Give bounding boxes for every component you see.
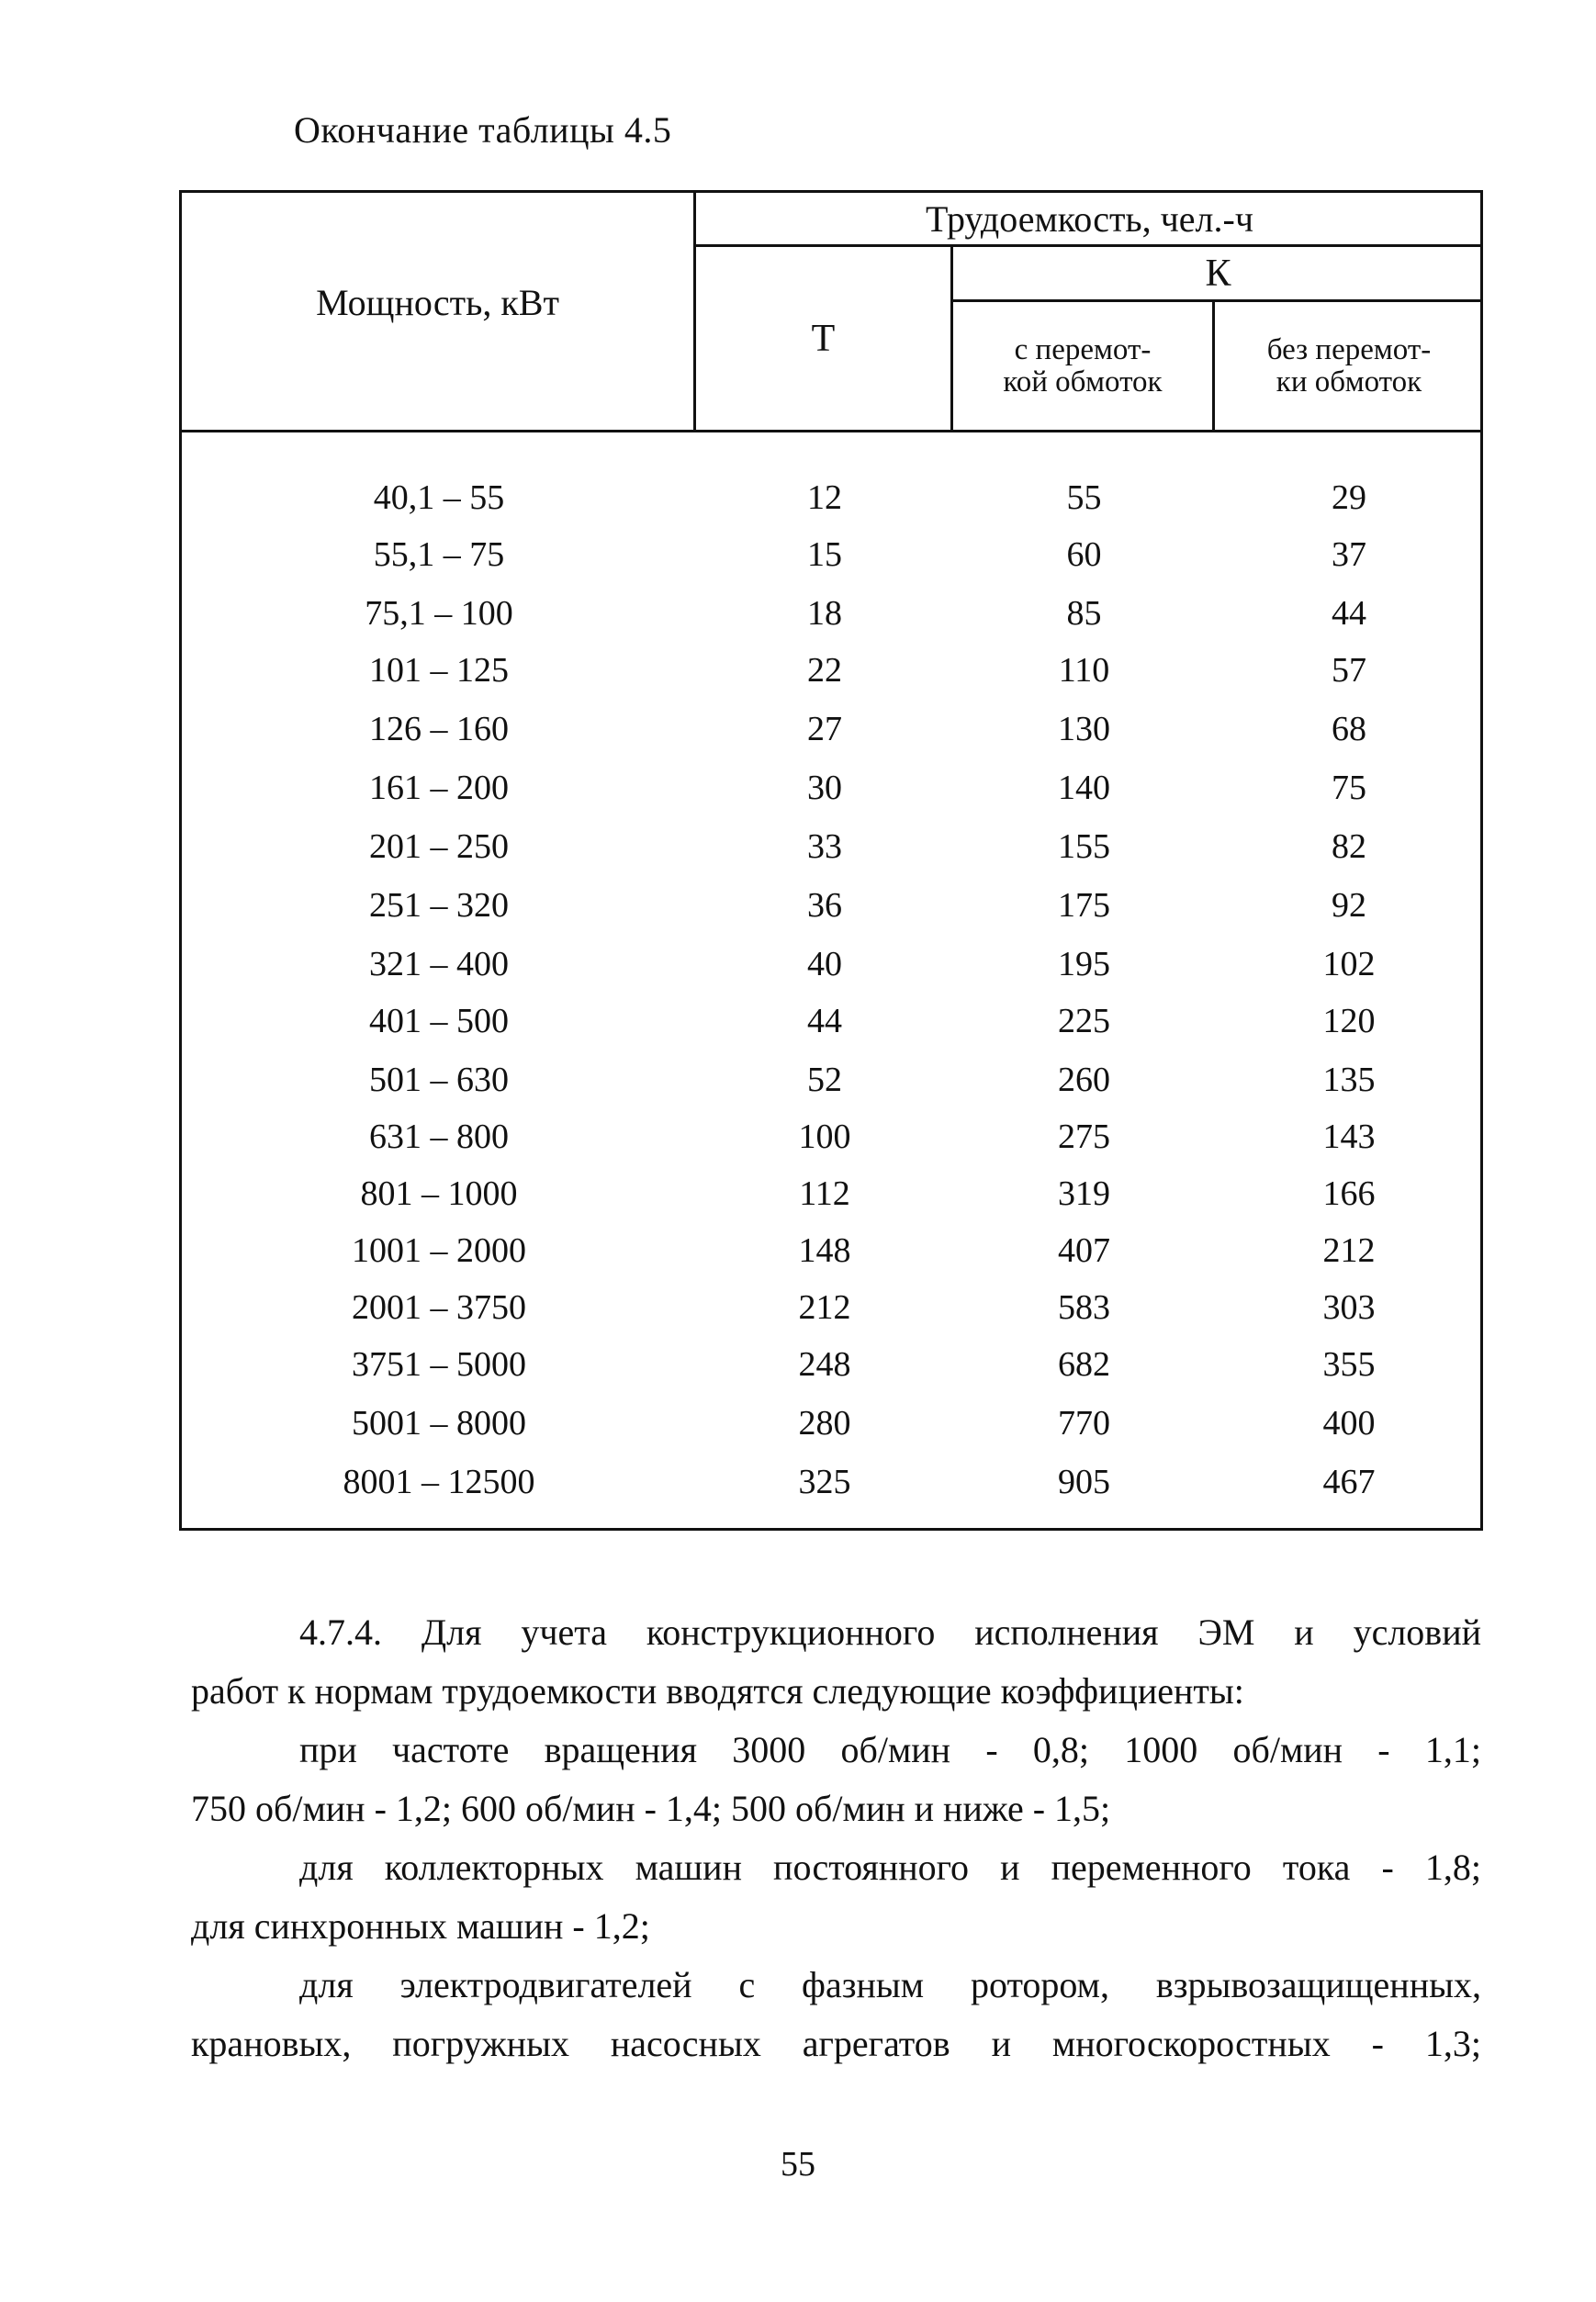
cell-k-with-rewind: 319 — [1058, 1174, 1110, 1213]
cell-power: 401 – 500 — [369, 1002, 509, 1040]
cell-k-without-rewind: 68 — [1332, 710, 1366, 748]
cell-power: 1001 – 2000 — [352, 1231, 526, 1270]
table-row — [182, 992, 1480, 1050]
cell-k-with-rewind: 55 — [1066, 478, 1102, 517]
table-caption: Окончание таблицы 4.5 — [294, 109, 672, 151]
cell-k-with-rewind: 407 — [1058, 1231, 1110, 1270]
cell-k-without-rewind: 212 — [1322, 1231, 1376, 1270]
column-header-k: К — [1205, 252, 1231, 295]
cell-k-without-rewind: 355 — [1322, 1345, 1376, 1384]
cell-k-with-rewind: 583 — [1058, 1288, 1110, 1327]
cell-k-without-rewind: 102 — [1322, 945, 1376, 983]
cell-t: 148 — [798, 1231, 851, 1270]
cell-k-with-rewind: 770 — [1058, 1404, 1110, 1443]
cell-t: 12 — [807, 478, 842, 517]
cell-t: 33 — [807, 827, 842, 866]
paragraph-line: 750 об/мин - 1,2; 600 об/мин - 1,4; 500 об/мин и ниже - 1,5; — [191, 1788, 1111, 1829]
cell-k-with-rewind: 60 — [1066, 535, 1102, 574]
cell-k-with-rewind: 260 — [1058, 1061, 1110, 1099]
table-row — [182, 1453, 1480, 1511]
paragraph-line: для электродвигателей с фазным ротором, взрывозащищенных, — [299, 1964, 1481, 2005]
cell-t: 100 — [798, 1117, 851, 1156]
cell-k-without-rewind: 135 — [1322, 1061, 1376, 1099]
cell-t: 30 — [807, 769, 842, 807]
cell-t: 36 — [807, 886, 842, 925]
cell-k-with-rewind: 130 — [1058, 710, 1110, 748]
table-row — [182, 876, 1480, 935]
header-text-line: без перемот- — [1266, 332, 1432, 366]
cell-k-with-rewind: 85 — [1066, 594, 1102, 633]
cell-t: 22 — [807, 651, 842, 690]
header-text-line: с перемот- — [1014, 332, 1152, 366]
table-row — [182, 1394, 1480, 1453]
cell-power: 501 – 630 — [369, 1061, 509, 1099]
column-header-k-without-rewind — [1215, 302, 1483, 430]
cell-t: 212 — [798, 1288, 851, 1327]
header-text-line: ки обмоток — [1276, 365, 1422, 399]
cell-power: 801 – 1000 — [360, 1174, 518, 1213]
cell-k-without-rewind: 467 — [1322, 1463, 1376, 1501]
cell-power: 251 – 320 — [369, 886, 509, 925]
paragraph-line: работ к нормам трудоемкости вводятся следующие коэффициенты: — [191, 1670, 1244, 1712]
table-row — [182, 817, 1480, 876]
cell-t: 248 — [798, 1345, 851, 1384]
table-row — [182, 1278, 1480, 1337]
paragraph-line: для коллекторных машин постоянного и переменного тока - 1,8; — [299, 1847, 1481, 1888]
cell-t: 280 — [798, 1404, 851, 1443]
cell-power: 5001 – 8000 — [352, 1404, 526, 1443]
cell-power: 631 – 800 — [369, 1117, 509, 1156]
cell-k-without-rewind: 57 — [1332, 651, 1366, 690]
column-header-power: Мощность, кВт — [316, 281, 559, 323]
column-header-k-with-rewind — [953, 302, 1212, 430]
cell-k-without-rewind: 92 — [1332, 886, 1366, 925]
table-row — [182, 1164, 1480, 1223]
table-row — [182, 468, 1480, 527]
column-header-labor: Трудоемкость, чел.-ч — [926, 197, 1253, 240]
header-bottom-rule — [182, 430, 1483, 432]
table-row — [182, 584, 1480, 643]
cell-t: 27 — [807, 710, 842, 748]
cell-k-with-rewind: 175 — [1058, 886, 1110, 925]
cell-t: 52 — [807, 1061, 842, 1099]
cell-power: 8001 – 12500 — [343, 1463, 535, 1501]
column-header-t: Т — [811, 317, 836, 360]
table-row — [182, 1107, 1480, 1166]
cell-t: 40 — [807, 945, 842, 983]
cell-k-with-rewind: 225 — [1058, 1002, 1110, 1040]
cell-t: 325 — [798, 1463, 851, 1501]
cell-k-with-rewind: 110 — [1058, 651, 1110, 690]
cell-k-without-rewind: 37 — [1332, 535, 1366, 574]
cell-k-with-rewind: 140 — [1058, 769, 1110, 807]
header-text-line: кой обмоток — [1003, 365, 1163, 399]
page-number: 55 — [781, 2145, 815, 2184]
table-row — [182, 1221, 1480, 1280]
labor-table — [179, 190, 1483, 1531]
table-row — [182, 1050, 1480, 1109]
cell-t: 44 — [807, 1002, 842, 1040]
cell-k-without-rewind: 44 — [1332, 594, 1366, 633]
paragraph-line: для синхронных машин - 1,2; — [191, 1905, 650, 1947]
cell-power: 161 – 200 — [369, 769, 509, 807]
table-row — [182, 641, 1480, 700]
cell-t: 112 — [799, 1174, 850, 1213]
cell-k-without-rewind: 400 — [1322, 1404, 1376, 1443]
paragraph-line: при частоте вращения 3000 об/мин - 0,8; 1000 об/мин - 1,1; — [299, 1729, 1481, 1770]
cell-k-with-rewind: 682 — [1058, 1345, 1110, 1384]
cell-power: 101 – 125 — [369, 651, 509, 690]
cell-k-without-rewind: 166 — [1322, 1174, 1376, 1213]
cell-k-with-rewind: 275 — [1058, 1117, 1110, 1156]
cell-power: 3751 – 5000 — [352, 1345, 526, 1384]
cell-k-without-rewind: 143 — [1322, 1117, 1376, 1156]
table-row — [182, 525, 1480, 584]
cell-power: 75,1 – 100 — [365, 594, 513, 633]
table-row — [182, 1335, 1480, 1394]
cell-power: 126 – 160 — [369, 710, 509, 748]
cell-k-with-rewind: 155 — [1058, 827, 1110, 866]
cell-k-without-rewind: 120 — [1322, 1002, 1376, 1040]
cell-k-with-rewind: 195 — [1058, 945, 1110, 983]
cell-power: 2001 – 3750 — [352, 1288, 526, 1327]
cell-k-without-rewind: 75 — [1332, 769, 1366, 807]
table-row — [182, 935, 1480, 994]
cell-power: 40,1 – 55 — [373, 478, 505, 517]
paragraph-line: крановых, погружных насосных агрегатов и многоскоростных - 1,3; — [191, 2023, 1481, 2064]
cell-t: 18 — [807, 594, 842, 633]
table-row — [182, 700, 1480, 758]
cell-k-without-rewind: 29 — [1332, 478, 1366, 517]
cell-k-with-rewind: 905 — [1058, 1463, 1110, 1501]
cell-k-without-rewind: 303 — [1322, 1288, 1376, 1327]
cell-k-without-rewind: 82 — [1332, 827, 1366, 866]
cell-power: 201 – 250 — [369, 827, 509, 866]
cell-power: 55,1 – 75 — [373, 535, 505, 574]
cell-t: 15 — [807, 535, 842, 574]
paragraph-line: 4.7.4. Для учета конструкционного исполнения ЭМ и условий — [299, 1611, 1481, 1653]
cell-power: 321 – 400 — [369, 945, 509, 983]
table-row — [182, 758, 1480, 817]
